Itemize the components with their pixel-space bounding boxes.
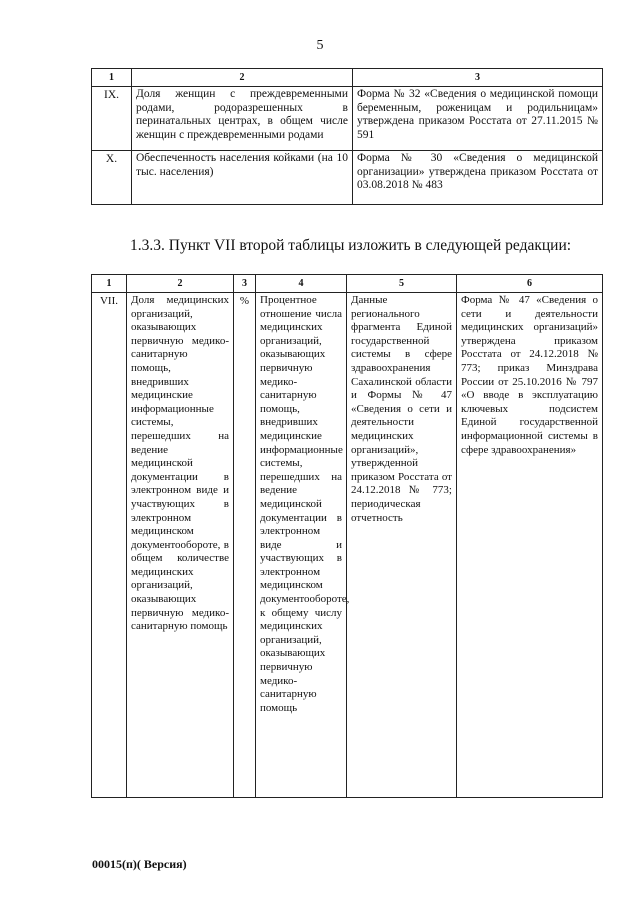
source-cell: Форма № 32 «Сведения о медицинской помощи беременным, роженицам и родильницам» утверждена приказом Росстата от 27.11.2015 № 591 (353, 87, 603, 151)
row-number: X. (92, 151, 132, 205)
table-row (92, 151, 603, 205)
table-header-row (92, 275, 603, 293)
row-number: VII. (92, 293, 127, 798)
method-cell: Процентное отношение числа медицинских организаций, оказывающих первичную медико-санитарную помощь, внедривших медицинские информационные системы, перешедших на ведение медицинской документации в электронном виде и участвующих в электронном медицинском документообороте, к общему числу медицинских организаций, оказывающих первичную медико-санитарную помощь (256, 293, 347, 798)
basis-cell: Форма № 47 «Сведения о сети и деятельности медицинских организаций» утверждена приказом Росстата от 24.12.2018 № 773; приказ Минздрава России от 25.10.2016 № 797 «О вводе в эксплуатацию ключевых подсистем Единой государственной информационной системы в сфере здравоохранения» (457, 293, 603, 798)
column-header: 6 (457, 275, 603, 293)
table-header-row (92, 69, 603, 87)
table-row (92, 293, 603, 798)
column-header: 1 (92, 69, 132, 87)
section-heading: 1.3.3. Пункт VII второй таблицы изложить в следующей редакции: (130, 237, 572, 254)
table-row (92, 87, 603, 151)
column-header: 4 (256, 275, 347, 293)
row-number: IX. (92, 87, 132, 151)
indicator-vii-table (91, 274, 603, 798)
indicator-cell: Обеспеченность населения койками (на 10 тыс. населения) (132, 151, 353, 205)
indicator-cell: Доля женщин с преждевременными родами, родоразрешенных в перинатальных центрах, в общем числе женщин с преждевременными родами (132, 87, 353, 151)
column-header: 1 (92, 275, 127, 293)
column-header: 5 (347, 275, 457, 293)
column-header: 2 (132, 69, 353, 87)
unit-cell: % (234, 293, 256, 798)
column-header: 2 (127, 275, 234, 293)
indicators-table-continued (91, 68, 603, 205)
data-source-cell: Данные регионального фрагмента Единой государственной системы в сфере здравоохранения Сахалинской области и Формы № 47 «Сведения о сети и деятельности медицинских организаций», утвержденной приказом Росстата от 24.12.2018 № 773; периодическая отчетность (347, 293, 457, 798)
source-cell: Форма № 30 «Сведения о медицинской организации» утверждена приказом Росстата от 03.08.2018 № 483 (353, 151, 603, 205)
document-footer: 00015(п)( Версия) (92, 857, 187, 871)
column-header: 3 (234, 275, 256, 293)
indicator-cell: Доля медицинских организаций, оказывающих первичную медико-санитарную помощь, внедривших медицинские информационные системы, перешедших на ведение медицинской документации в электронном виде и участвующих в электронном медицинском документообороте, в общем количестве медицинских организаций, оказывающих первичную медико-санитарную помощь (127, 293, 234, 798)
column-header: 3 (353, 69, 603, 87)
page-number: 5 (316, 38, 324, 53)
